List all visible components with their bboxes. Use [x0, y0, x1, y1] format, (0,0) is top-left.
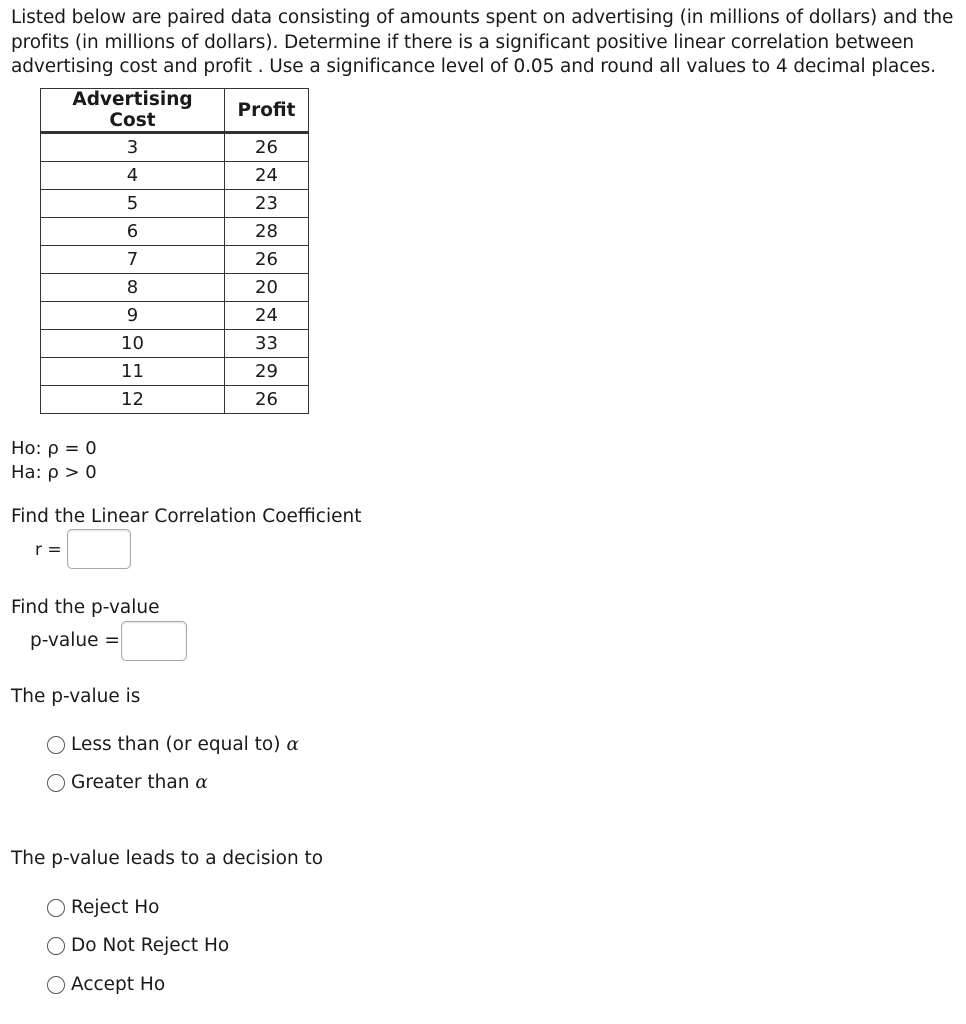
cell-advertising-cost: 9 — [41, 302, 225, 330]
alpha-symbol: α — [195, 772, 208, 793]
cell-advertising-cost: 3 — [41, 133, 225, 162]
cell-advertising-cost: 6 — [41, 218, 225, 246]
cell-profit: 24 — [225, 162, 309, 190]
cell-profit: 28 — [225, 218, 309, 246]
radio-button[interactable] — [47, 736, 65, 754]
p-value-compare-heading: The p-value is — [11, 686, 141, 707]
table-row — [41, 386, 309, 414]
data-table — [40, 88, 309, 414]
cell-advertising-cost: 8 — [41, 274, 225, 302]
cell-profit: 33 — [225, 330, 309, 358]
alpha-symbol: α — [286, 734, 299, 755]
option-label: Do Not Reject Ho — [71, 935, 230, 956]
column-header-profit: Profit — [225, 89, 309, 133]
problem-statement: Listed below are paired data consisting of amounts spent on advertising (in millions of dollars) and the profits (in millions of dollars). Determine if there is a significant positive linear correlation between advertising cost and profit . Use a significance level of 0.05 and round all values to 4 decimal places. — [11, 7, 954, 77]
cell-profit: 24 — [225, 302, 309, 330]
table-row — [41, 302, 309, 330]
option-label: Reject Ho — [71, 897, 160, 918]
option-accept-ho[interactable] — [47, 974, 165, 995]
r-input[interactable] — [67, 529, 131, 569]
radio-button[interactable] — [47, 976, 65, 994]
radio-button[interactable] — [47, 899, 65, 917]
table-row — [41, 133, 309, 162]
cell-profit: 26 — [225, 386, 309, 414]
option-do-not-reject-ho[interactable] — [47, 935, 229, 956]
table-row — [41, 218, 309, 246]
alternative-hypothesis: Ha: ρ > 0 — [11, 462, 97, 483]
cell-advertising-cost: 5 — [41, 190, 225, 218]
cell-profit: 23 — [225, 190, 309, 218]
p-section-heading: Find the p-value — [11, 597, 160, 618]
r-label: r = — [35, 540, 62, 560]
table-row — [41, 274, 309, 302]
option-greater-than-alpha[interactable] — [47, 772, 208, 793]
r-section-heading: Find the Linear Correlation Coefficient — [11, 506, 362, 527]
radio-button[interactable] — [47, 937, 65, 955]
table-header-row — [41, 89, 309, 133]
cell-advertising-cost: 10 — [41, 330, 225, 358]
option-label: Greater than — [71, 772, 190, 793]
option-reject-ho[interactable] — [47, 897, 159, 918]
table-row — [41, 162, 309, 190]
table-row — [41, 330, 309, 358]
option-less-than-alpha[interactable] — [47, 734, 299, 755]
cell-advertising-cost: 7 — [41, 246, 225, 274]
cell-advertising-cost: 4 — [41, 162, 225, 190]
cell-advertising-cost: 11 — [41, 358, 225, 386]
cell-profit: 29 — [225, 358, 309, 386]
option-label: Less than (or equal to) — [71, 734, 281, 755]
cell-advertising-cost: 12 — [41, 386, 225, 414]
table-row — [41, 246, 309, 274]
option-label: Accept Ho — [71, 974, 166, 995]
null-hypothesis: Ho: ρ = 0 — [11, 438, 97, 459]
cell-profit: 26 — [225, 133, 309, 162]
p-value-input[interactable] — [121, 621, 187, 661]
table-row — [41, 358, 309, 386]
cell-profit: 26 — [225, 246, 309, 274]
table-row — [41, 190, 309, 218]
column-header-advertising-cost: Advertising Cost — [41, 89, 225, 133]
cell-profit: 20 — [225, 274, 309, 302]
p-value-label: p-value = — [30, 630, 120, 651]
radio-button[interactable] — [47, 774, 65, 792]
decision-heading: The p-value leads to a decision to — [11, 848, 324, 869]
